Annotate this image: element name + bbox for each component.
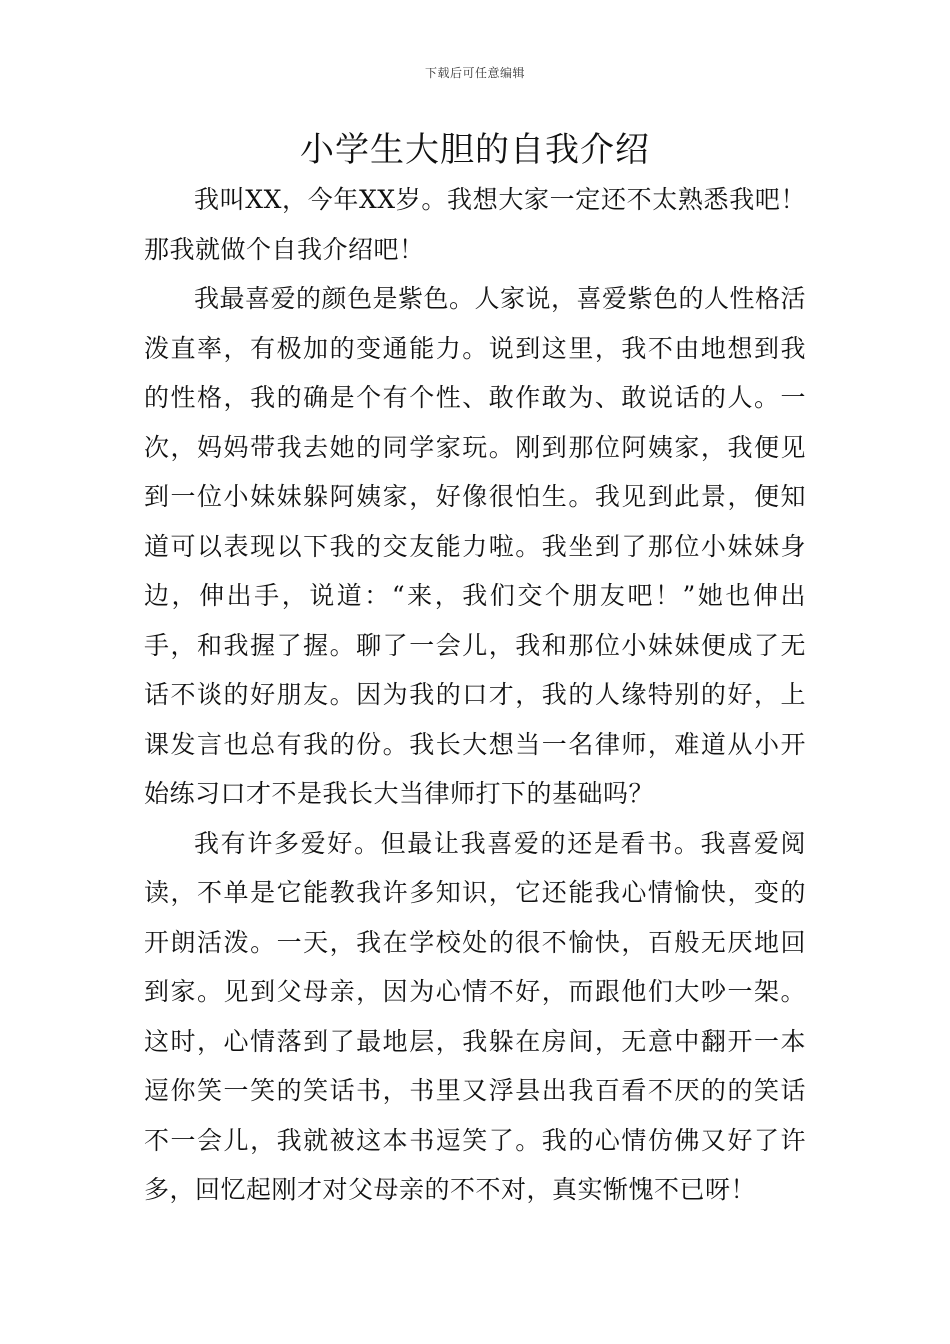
document-title: 小学生大胆的自我介绍 (300, 130, 650, 170)
paragraph-intro: 我叫XX，今年XX岁。我想大家一定还不太熟悉我吧！那我就做个自我介绍吧！ (144, 185, 806, 264)
document-body (144, 175, 806, 1215)
paragraph-hobbies: 我有许多爱好。但最让我喜爱的还是看书。我喜爱阅读，不单是它能教我许多知识，它还能我心情愉快，变的开朗活泼。一天，我在学校处的很不愉快，百般无厌地回到家。见到父母亲，因为心情不好，而跟他们大吵一架。这时，心情落到了最地层，我躲在房间，无意中翻开一本逗你笑一笑的笑话书，书里又浮县出我百看不厌的的笑话不一会儿，我就被这本书逗笑了。我的心情仿佛又好了许多，回忆起刚才对父母亲的不不对，真实惭愧不已呀！ (144, 828, 806, 1204)
paragraph-favorite-color: 我最喜爱的颜色是紫色。人家说，喜爱紫色的人性格活泼直率，有极加的变通能力。说到这里，我不由地想到我的性格，我的确是个有个性、敢作敢为、敢说话的人。一次，妈妈带我去她的同学家玩。刚到那位阿姨家，我便见到一位小妹妹躲阿姨家，好像很怕生。我见到此景，便知道可以表现以下我的交友能力啦。我坐到了那位小妹妹身边，伸出手，说道：“来，我们交个朋友吧！”她也伸出手，和我握了握。聊了一会儿，我和那位小妹妹便成了无话不谈的好朋友。因为我的口才，我的人缘特别的好，上课发言也总有我的份。我长大想当一名律师，难道从小开始练习口才不是我长大当律师打下的基础吗？ (144, 284, 807, 808)
page-header-note: 下载后可任意编辑 (424, 66, 525, 80)
